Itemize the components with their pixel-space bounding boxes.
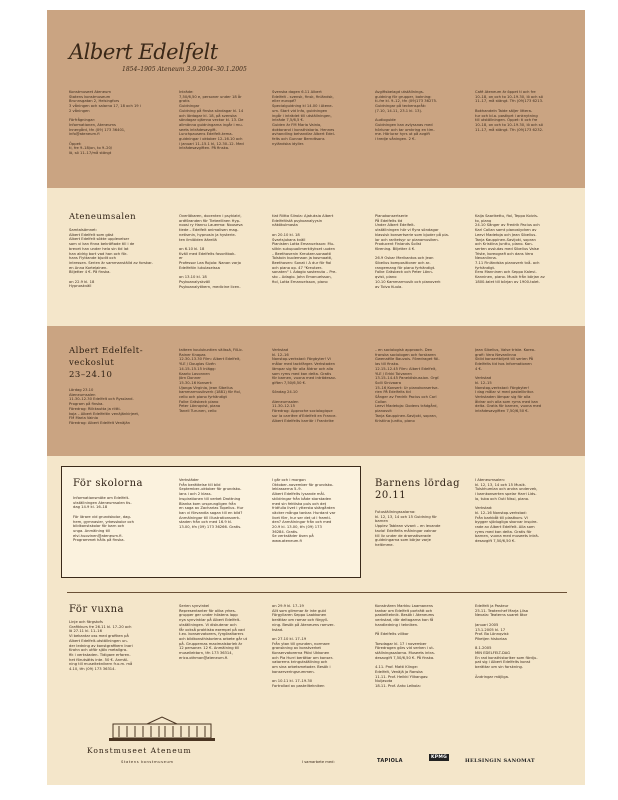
header-col-1: Konstmuseet Ateneum Statens konstmuseum Brunnsgatan 2, Helsingfors 3 våningen och salarna 17, 18 och 19 i 2 våningen Förfrågningar: Informationen, Ateneums Innergård, tfn (09) 173 36401, info@ateneum.fi Öppet: ti, fre 9–18/on, to 9–20/ lö, sö 11–17/må stängt [69,90,141,156]
vecko-col-1: Lördag 23.10 Ateneumsalen 11.30–12.30 Edelfelt och Ryssland. Program på finska. Föredrag: Riikkautta ja riitti- koja – Albert Edelfeltin venäjänkirjeet, FM Maria Vainio Föredrag: Albert Edelfelt Venäjän [69,388,140,425]
vecko-col-2: taiteen koulukuntien välissä, FilLic. Rainer Knapas 12.30–13.30 Film: Albert Edelfelt, YLE / Douglas Sivén 14.15–15.15 Inlägg: Kaarlo Lavonnen Jörn Donner 15.30–16 Konsert: Ujanga Virginia, Jean Sibelius kammarmusikverk (1881) för fiol, cello och piano fyrhändigt Folke Gräsbeck piano Peter Lönnqvist, piano Taneli Turunen, cello [179,348,244,414]
vecko-col-4: – en sociologisk approach. Den franska sociologen och forskaren Gwenaëlle Bauvois. Föredraget föl- las till finska. 12.15–12.45 Film: Albert Edelfelt, YLE / Erkki Toivanen 13.15–14.45 Paneldiskussion. Orgf. Solli Sinivaara 15–16 Konsert: Ur pianokonsertse- rien På Edelfelts tid Sånger av Fredrik Pacius och Carl Collan Leevi Madetoja: Dodens trädgård, pianosvit Tanja Kauppinen-Savijoki, sopran, Kristiina Junttu, piano [375,348,440,423]
vecko-col-5: Jean Sibelius, Valse triste. Koreo- grafi: Vera Nevanlinna Skild konsertbiljett till serien På Edelfelts tid hos Informationen 4 €. Verkstad kl. 12–15 Nonstop-verkstad: Färgbyter! I dag målar vi med pastellkritor. Verkstaden lämpar sig för alla åldrar och alla som ryms med kan delta. Gratis för barnen, vuxna med inträdesavgiften 7,50/6,50 €. [475,348,542,414]
ateneumsalen-heading: Ateneumsalen [69,212,137,222]
vecko-col-3: Verkstad kl. 12–16 Nonstop-verkstad: Färgbyter! Vi målar med tackfärger. Verkstaden lämpar sig för alla åldrar och alla som ryms med kan delta. Gratis för barnen, vuxna med inträdesav- giften 7,50/6,50 €. Söndag 24.10 Ateneumsalen 11.30–12.15 Föredrag: Approche sociologique sur la carrière d'Edelfelt en France. Albert Edelfelts karriär i Frankrike [272,348,337,423]
museum-subname: Statens konstmuseum [121,760,174,764]
museum-building-icon [107,716,217,742]
vuxna-col-1: Linje och färgstofs Grafikkurs fre 26.11 kl. 17–20 och lö 27.11 kl. 11–16 Vi bekantar oss med grafiken på Albert Edelfelt-utställningen un- der ledning av konstgrafikern Inari Krohn och utför själv metallgra- fik i verkstaden. Tidigare erfaren- het förutsätts inte. 50 €. Anmäl- ning till museiteknikern fr.o.m. må 4.10, tfn (09) 173 36314. [69,620,133,672]
barnens-col-5: I Ateneumsalen: kl. 12, 13, 14 och 15 Musik. Tulskhumlan och andra undervek, i barnkonserten spelar Harri Lids- lo, tuba och Outi Nissi, piano. Verkstad: kl. 12–16 Nonstop-verkstad: Från barkbåt till plastkorv. Vi bygger sjödugliga skorvar inspire- rade av Albert Edelfelt. Alla som ryms med kan delta. Gratis för barnen, vuxna med museets inträ- desavgift 7,50/6,50 €. [475,478,540,544]
header-col-4: Avgiftsbelagd utställnings- guidning för grupper, bokning: ti–fre kl. 9–12, tfn (09)173 36275. Guidningar på teckenspråk: (7.10, 14.11, 23.1 kl. 13). Audioguide Guidningen kan avlyssnas med hörlurar och tar omkring en tim- me. Hörlurar hyrs ut på avgift i tredje våningen. 2 €. [375,90,438,142]
vuxna-band [47,586,585,785]
veckoslut-heading-1: Albert Edelfelt- [69,346,144,356]
partners-label: I samarbete med: [302,760,335,764]
vuxna-col-4: Konstnären Markku Laamanens tankar om Edelfelt porträtt och pastellteknik. Besök i Ateneums verkstad, där deltagarna kan få handledning i tekniken. På Edelfelts villkor Torsdagar kl. 17 i november Föredragen görs vid verken i ut- ställningssalarna. Museets intrа- desavgift 7,50/6,50 €. På finska. 4.11. Prof. Matti Klinge: Edelfelt, Venäjä ja Ranska 11.11. Prof. Heikki Ylikangas: Nuijasota 18.11. Prof. Anto Leikola: [375,604,435,688]
salen-col-5: Kaija Saarikettu, fiol, Teppo Koivis- to, piano 24.10 Sånger av Fredrik Pacius och Karl Collan samt pianostycken av Leevi Madetoja och Jean Sibelius. Tanja Kauppinen-Savijoki, sopran och Kristiina Junttu, piano. Kon- serten avslutas med Sibelius Valse Triste, koreografi och dans Vera Nevanlinna. 7.11 Finländska pianoverk två- och fyrhändigt. Eero Manninen och Seppo Kalevi- Kanninen, piano. Musik från början av 1800-talet till början av 1900-talet. [475,214,545,284]
veckoslut-band [47,326,585,456]
sponsor-helsingin-sanomat: HELSINGIN SANOMAT [465,758,535,764]
salen-col-2: Överläkaren, docenten i psykiatri, ordföranden för Tieteellinen Hyp- noosi ry Hannu Lauerma: Nouseva tiede – Edelfelt animalisen mag- netismin, hypnosin ja hysterie- ten ilmiöiden äärellä on 6.10 kl. 18 Kväll med Edelfelts favoritbok- er Professor Lea Rojola: Nanan varjo Edelfeltin lukulaseissa on 13.10 kl. 18 Psykoanalyskväll Psykoanalytikern, medicine licen- [179,214,243,289]
header-col-2: Inträde: 7,50/6,50 e, personer under 18 år gratis Guidningar Guidning på finska söndagar kl. 14 och lördagar kl. 18, på svenska söndagar ojämna veckor kl. 13. De allmänna guidningarna ingår i mu- seets inträdesavgift. Lunchpausens Edelfelt-tema- guidningar i oktober 12–16.10 och i januari 11–15.1 kl. 12.30–12. Med inträdesavgiften. På finska. [179,90,244,151]
skolorna-col-1: Informationsmöte om Edelfelt- utställningen Ateneumsalen tis- dag 14.9 kl. 16–18 För lärare vid grundskolor, dag- hem, gymnasier, yrkesskolor och bildkonstskolor för barn och unga. Anmälning till elvi.huovinen@ateneum.fi. Programmet hålls på finska. [73,496,134,543]
script-title: Albert Edelfelt [69,40,218,64]
sponsor-kpmg: KPMG [431,755,448,760]
veckoslut-heading-2: veckoslut [69,358,115,368]
divider-line [67,592,567,593]
skolorna-col-3: I går och i morgon Oktober–november för grundsko- leklasserna 5–9. Albert Edelfelts lysande mål- skildringar från både storstaden med sin fektiska puls och det fridfulla livet i yttersta skärgården väcker många tankar. Hurdant var livet förr, hur ser det ut i framti- den? Anmälningar från och med 20.9 kl. 13.00, tfn (09) 173 36284. Gratis. Se verkstäder även på www.ateneum.fi [272,478,336,544]
salen-col-4: Pianokonsertserie På Edelfelts tid Under Albert Edelfelt- utställningen hör vi flyra söndagar klassisk konsertserie som bjuder på pia- lor och raritetsyr ur pianomusiken. Producent Finlands Sollst förening. Biljetter 4 €. 26.9 Oskar Merikantos och Jean Sibelius kompositioner och ar- rangemang för piano fyrhändigt. Folke Gräsbeck och Peter Lönn- qvist, piano 10.10 Kammarmusik och pianoverk av Toivo Kuula. [375,214,450,289]
header-col-3: Svenska dagen 6.11 Albert Edelfelt - svensk, finsk, finländsk, eller europé? Specialguidning kl 14.00 i Atene- um. Start vid Info, guidningen ingår i inträdet till utställningen, inträde 7,5/6,5 €. Guiden är FM Maria Vainio, doktorand i konsthistoria. Hennes avhandling behandlar Albert Edel- felts och Gunnar Berndtsons nyländska idyller. [272,90,336,146]
salen-col-3: tiat Riitta Siirola: Ajatuksia Albert Edelfeltistä psykoanalyysin näkökulmasta on 20.10 kl. 18 Svartsjukans kväll Pianisten Lotta Emanuelsson: Mu- siikin sukupuolimerkitykset uuden – Beethovenin Kreutzer-sonaatti Tolstoin kuolemaan ja kosmaatti, Beethoven: Sonat i A dur för fiol och piano op. 47 "Kreutzer- sonaten" I. Adagio sostenuto – Pre- sto – Adagio. John Emanuelsson, fiol, Lotta Emanuelsson, piano [272,214,337,284]
exhibition-dates: 1854–1905 Ateneum 3.9.2004–30.1.2005 [122,66,247,73]
vuxna-col-5: Edelfelt ja Pasteur 25.11. Teaterchef Marja Liisa Nevala: Teaterns suaret åtor Januari 2005 13.1.2005 kl. 17 Prof. Bo Lönnqvist: Piketjen historiaa 8.1.2005 MIN EDELFELT-DAG En rad konsthistoriker som fördju- pat sig i Albert Edelfelts konst berättar om sin forskning. Ändringar möjliga. [475,604,538,679]
barnens-lordag-heading-1: Barnens lördag [375,478,460,489]
ateneumsalen-band [47,188,585,326]
veckoslut-heading-3: 23–24.10 [69,370,113,380]
museum-name: Konstmuseet Ateneum [87,746,192,755]
vuxna-col-3: on 29.9 kl. 17–19 Allt som glimmar är inte guld Förgyllaren Seppo Laakkonen berättar om ramar och förgyll- ning. Besök på Ateneums ramver- kstad. on 27.10 kl. 17–19 Från ytan till grunden, normare granskning av konstverket Konservatorerna Päivi Ukkonen och Pia Hurri berättar om konser- vatorerns kringutställning och om sina arbetsmetoder. Besök i konserveringsrummen. on 10.11 kl. 17–19.30 Fortrollad av pastelltekniken [272,604,335,688]
header-band [47,10,585,188]
skolorna-heading: För skolorna [73,478,143,489]
barnens-lordag-heading-2: 20.11 [375,490,407,501]
vuxna-heading: För vuxna [69,604,125,615]
skolorna-band [47,456,585,586]
skolorna-col-2: Verkstäder Från berättelse till bild September–oktober för grundsko- lans i och 2 klass. Inspirationen till verket Drottning Blanka kom ursprungligen från en saga av Zacharias Topelius. Hur kan vi förvandla sagan till en bild? Anmälningar till illustrationsverk- staden från och med 16.9 kl. 13.00, tfn (09) 173 36266. Gratis. [179,478,244,530]
sponsor-tapiola: TAPIOLA [377,758,403,764]
header-col-5: Café Ateneum är öppet ti och fre 10–18, on och to 10–19.30, lö och sö 11–17, må stängt. Tfn (09)173 6213. Bokhandeln Taide säljer littera- tur och bl.a. postkort i anknytning till utställningen. Öppet: ti och fre 10–18, on och to 10–19.30, lö och sö 11–17, må stängt. Tfn (09)173 6232. [475,90,544,132]
salen-col-1: Samtalsämnet: Albert Edelfelt som gäst Albert Edelfelt sökte upplevelser som vi kan finna bekräftade till i de brevet han under hela sin tid lat han aldrig bort vad han och för- hans Flyttande bjudit och intressen. Serien är sammanställd av forskar- en Anna Kortelainen. Biljetter 4 €. På finska. on 22.9 kl. 18 Hypnoskväll [69,228,153,289]
vuxna-col-2: Serien synvinkel Representanter för olika yrkes- grupper ger under höstens lopp nya synvinklar på Albert Edelfelt- utställningen. Vi diskuterar och får också praktiska exempel på vad t.ex. konservatorers, fyrgöraltarers och bildkonsthistoriens arbete går ut på. Gruppernas maximalstorlek är 12 personer. 12 €. Anmälning till museilektorn, tfn 173 36314, erica.othman@ateneum.fi. [179,604,248,660]
poster-sheet [47,10,585,785]
barnens-col-4: Futuställningssalarna: kl. 12, 13, 14 och 15 Guidning för barnen Upplev Tablean vivant – en levande tavla! Edelfelts målningar vaknar till liv under de dramatiserade guidningarna som börjar varje heltimme. [375,510,441,547]
